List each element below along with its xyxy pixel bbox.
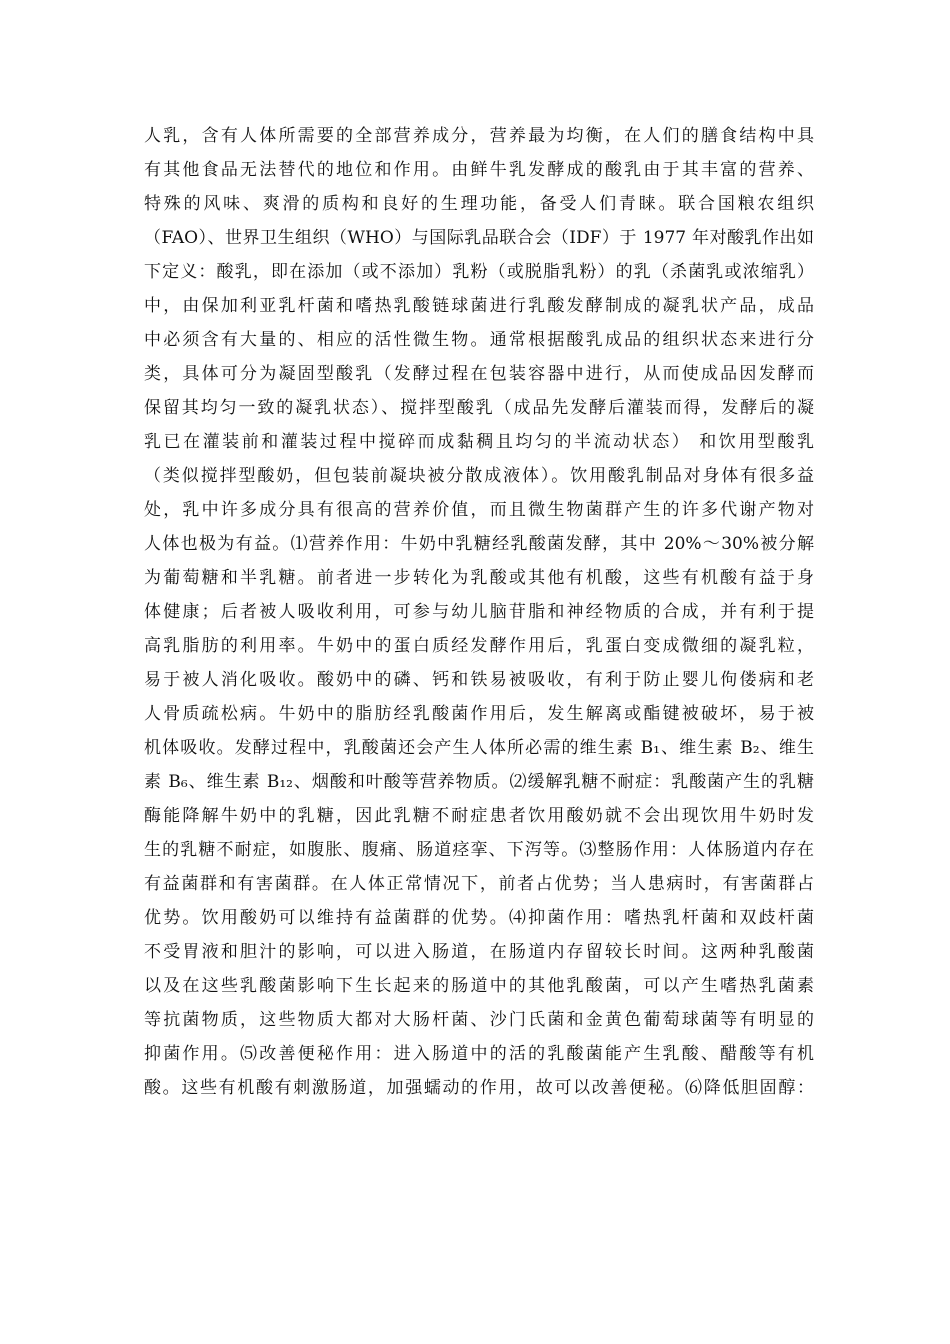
text-line: 有益菌群和有害菌群。在人体正常情况下，前者占优势；当人患病时，有害菌群占 [144,874,814,894]
text-line: 下定义：酸乳，即在添加（或不添加）乳粉（或脱脂乳粉）的乳（杀菌乳或浓缩乳） [144,262,814,282]
text-line: 保留其均匀一致的凝乳状态）、搅拌型酸乳（成品先发酵后灌装而得，发酵后的凝 [144,398,814,418]
text-line: 特殊的风味、爽滑的质构和良好的生理功能，备受人们青睐。联合国粮农组织 [144,194,814,214]
text-line: 抑菌作用。⑸改善便秘作用：进入肠道中的活的乳酸菌能产生乳酸、醋酸等有机 [144,1044,814,1064]
text-line: 人骨质疏松病。牛奶中的脂肪经乳酸菌作用后，发生解离或酯键被破坏，易于被 [144,704,814,724]
text-line: 机体吸收。发酵过程中，乳酸菌还会产生人体所必需的维生素 B₁、维生素 B₂、维生 [144,738,814,758]
body-text [144,119,814,1105]
text-line: 有其他食品无法替代的地位和作用。由鲜牛乳发酵成的酸乳由于其丰富的营养、 [144,160,814,180]
text-line: 为葡萄糖和半乳糖。前者进一步转化为乳酸或其他有机酸，这些有机酸有益于身 [144,568,814,588]
text-line: 优势。饮用酸奶可以维持有益菌群的优势。⑷抑菌作用：嗜热乳杆菌和双歧杆菌 [144,908,814,928]
text-line: 乳已在灌装前和灌装过程中搅碎而成黏稠且均匀的半流动状态） 和饮用型酸乳 [144,432,814,452]
text-line: 体健康；后者被人吸收利用，可参与幼儿脑苷脂和神经物质的合成，并有利于提 [144,602,814,622]
text-line: 高乳脂肪的利用率。牛奶中的蛋白质经发酵作用后，乳蛋白变成微细的凝乳粒， [144,636,814,656]
text-line: 处，乳中许多成分具有很高的营养价值，而且微生物菌群产生的许多代谢产物对 [144,500,814,520]
text-line: 生的乳糖不耐症，如腹胀、腹痛、肠道痉挛、下泻等。⑶整肠作用：人体肠道内存在 [144,840,814,860]
text-line: 不受胃液和胆汁的影响，可以进入肠道，在肠道内存留较长时间。这两种乳酸菌 [144,942,814,962]
text-line: 人体也极为有益。⑴营养作用：牛奶中乳糖经乳酸菌发酵，其中 20%～30%被分解 [144,534,814,554]
text-line: 以及在这些乳酸菌影响下生长起来的肠道中的其他乳酸菌，可以产生嗜热乳菌素 [144,976,814,996]
text-line: 中必须含有大量的、相应的活性微生物。通常根据酸乳成品的组织状态来进行分 [144,330,814,350]
text-line: 酶能降解牛奶中的乳糖，因此乳糖不耐症患者饮用酸奶就不会出现饮用牛奶时发 [144,806,814,826]
text-line: 易于被人消化吸收。酸奶中的磷、钙和铁易被吸收，有利于防止婴儿佝偻病和老 [144,670,814,690]
text-line: 酸。这些有机酸有刺激肠道，加强蠕动的作用，故可以改善便秘。⑹降低胆固醇： [144,1078,814,1098]
text-line: 素 B₆、维生素 B₁₂、烟酸和叶酸等营养物质。⑵缓解乳糖不耐症：乳酸菌产生的乳糖 [144,772,814,792]
text-line: 中，由保加利亚乳杆菌和嗜热乳酸链球菌进行乳酸发酵制成的凝乳状产品，成品 [144,296,814,316]
text-line: 类，具体可分为凝固型酸乳（发酵过程在包装容器中进行，从而使成品因发酵而 [144,364,814,384]
text-line: 等抗菌物质，这些物质大都对大肠杆菌、沙门氏菌和金黄色葡萄球菌等有明显的 [144,1010,814,1030]
text-line: （FAO）、世界卫生组织（WHO）与国际乳品联合会（IDF）于 1977 年对酸乳作出如 [144,228,814,248]
text-line: （类似搅拌型酸奶，但包装前凝块被分散成液体）。饮用酸乳制品对身体有很多益 [144,466,814,486]
text-line: 人乳，含有人体所需要的全部营养成分，营养最为均衡，在人们的膳食结构中具 [144,126,814,146]
